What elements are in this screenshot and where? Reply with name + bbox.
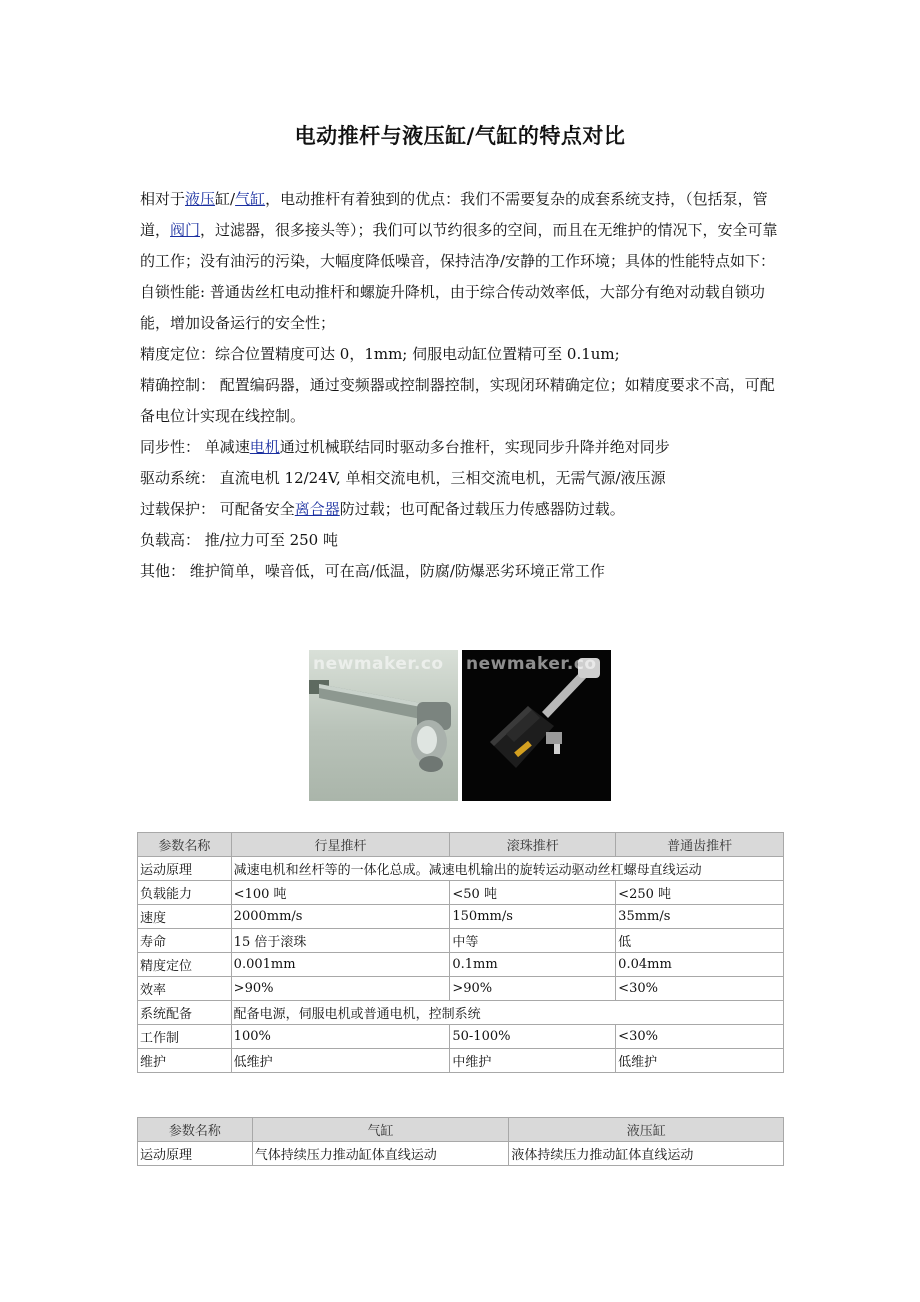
cylinder-comparison-table xyxy=(137,1117,784,1166)
table-cell: 35mm/s xyxy=(616,905,784,929)
feature-load: 负载高： 推/拉力可至 250 吨 xyxy=(140,531,338,549)
product-photos xyxy=(309,650,611,801)
table-header-row xyxy=(138,833,784,857)
table-cell: <30% xyxy=(616,977,784,1001)
table-row xyxy=(138,1025,784,1049)
table-cell: 运动原理 xyxy=(138,1142,253,1166)
header-cell: 参数名称 xyxy=(138,833,232,857)
table-cell: <30% xyxy=(616,1025,784,1049)
table-cell: 0.04mm xyxy=(616,953,784,977)
header-cell: 气缸 xyxy=(252,1118,509,1142)
table-cell: 减速电机和丝杆等的一体化总成。减速电机输出的旋转运动驱动丝杠螺母直线运动 xyxy=(231,857,783,881)
table-cell: 2000mm/s xyxy=(231,905,450,929)
table-cell: <50 吨 xyxy=(450,881,616,905)
intro-text: 缸/ xyxy=(215,190,236,208)
actuator-photo-right xyxy=(462,650,611,801)
intro-paragraph xyxy=(140,184,785,277)
table-row xyxy=(138,929,784,953)
table-cell: 配备电源，伺服电机或普通电机，控制系统 xyxy=(231,1001,783,1025)
table-cell: 系统配备 xyxy=(138,1001,232,1025)
table-cell: 50-100% xyxy=(450,1025,616,1049)
table-cell: 0.1mm xyxy=(450,953,616,977)
actuator-photo-left xyxy=(309,650,458,801)
feature-self-lock: 自锁性能: 普通齿丝杠电动推杆和螺旋升降机，由于综合传动效率低，大部分有绝对动载自锁功能，增加设备运行的安全性； xyxy=(140,283,765,332)
feature-text: 过载保护： 可配备安全 xyxy=(140,500,295,518)
actuator-comparison-table xyxy=(137,832,784,1073)
intro-text: ，电动推杆有着独到的优点：我们不需要复杂的成套系统支持，（包括泵，管道， xyxy=(140,190,768,239)
hydraulic-link[interactable]: 液压 xyxy=(185,190,216,208)
header-cell: 普通齿推杆 xyxy=(616,833,784,857)
feature-text: 通过机械联结同时驱动多台推杆，实现同步升降并绝对同步 xyxy=(279,438,670,456)
table-cell: >90% xyxy=(231,977,450,1001)
table-cell: >90% xyxy=(450,977,616,1001)
watermark: newmaker.co xyxy=(466,654,597,674)
intro-text: ，过滤器，很多接头等）；我们可以节约很多的空间，而且在无维护的情况下，安全可靠的工作；没有油污的污染，大幅度降低噪音，保持洁净/安静的工作环境；具体的性能特点如下： xyxy=(140,221,778,270)
feature-text: 防过载；也可配备过载压力传感器防过载。 xyxy=(339,500,625,518)
clutch-link[interactable]: 离合器 xyxy=(294,500,340,518)
table-cell: 150mm/s xyxy=(450,905,616,929)
feature-drive: 驱动系统： 直流电机 12/24V, 单相交流电机，三相交流电机，无需气源/液压源 xyxy=(140,469,666,487)
table-row xyxy=(138,977,784,1001)
table-cell: 速度 xyxy=(138,905,232,929)
table-cell: 负载能力 xyxy=(138,881,232,905)
table-cell: 低 xyxy=(616,929,784,953)
table-header-row xyxy=(138,1118,784,1142)
header-cell: 液压缸 xyxy=(509,1118,784,1142)
document-body xyxy=(140,184,785,587)
table-cell: <250 吨 xyxy=(616,881,784,905)
feature-sync xyxy=(140,432,785,463)
table-row xyxy=(138,881,784,905)
table-cell: 效率 xyxy=(138,977,232,1001)
table-cell: 维护 xyxy=(138,1049,232,1073)
table-row xyxy=(138,1001,784,1025)
table-row xyxy=(138,905,784,929)
feature-precision: 精度定位：综合位置精度可达 0，1mm; 伺服电动缸位置精可至 0.1um; xyxy=(140,345,620,363)
header-cell: 滚珠推杆 xyxy=(450,833,616,857)
watermark: newmaker.co xyxy=(313,654,444,674)
table-cell: 中等 xyxy=(450,929,616,953)
table-cell: 运动原理 xyxy=(138,857,232,881)
motor-link[interactable]: 电机 xyxy=(249,438,280,456)
feature-control: 精确控制： 配置编码器，通过变频器或控制器控制，实现闭环精确定位；如精度要求不高，可配备电位计实现在线控制。 xyxy=(140,376,775,425)
table-row xyxy=(138,1142,784,1166)
valve-link[interactable]: 阀门 xyxy=(170,221,201,239)
intro-text: 相对于 xyxy=(140,190,186,208)
table-cell: 低维护 xyxy=(616,1049,784,1073)
header-cell: 行星推杆 xyxy=(231,833,450,857)
feature-other: 其他： 维护简单，噪音低，可在高/低温，防腐/防爆恶劣环境正常工作 xyxy=(140,562,605,580)
table-cell: 精度定位 xyxy=(138,953,232,977)
table-cell: 中维护 xyxy=(450,1049,616,1073)
document-title: 电动推杆与液压缸/气缸的特点对比 xyxy=(294,124,626,148)
header-cell: 参数名称 xyxy=(138,1118,253,1142)
table-cell: 低维护 xyxy=(231,1049,450,1073)
feature-text: 同步性： 单减速 xyxy=(140,438,250,456)
table-row xyxy=(138,953,784,977)
table-cell: 气体持续压力推动缸体直线运动 xyxy=(252,1142,509,1166)
table-row xyxy=(138,857,784,881)
pneumatic-cylinder-link[interactable]: 气缸 xyxy=(235,190,266,208)
table-cell: 15 倍于滚珠 xyxy=(231,929,450,953)
table-cell: <100 吨 xyxy=(231,881,450,905)
table-cell: 液体持续压力推动缸体直线运动 xyxy=(509,1142,784,1166)
table-cell: 工作制 xyxy=(138,1025,232,1049)
table-cell: 100% xyxy=(231,1025,450,1049)
feature-overload xyxy=(140,494,785,525)
table-row xyxy=(138,1049,784,1073)
table-cell: 0.001mm xyxy=(231,953,450,977)
table-cell: 寿命 xyxy=(138,929,232,953)
